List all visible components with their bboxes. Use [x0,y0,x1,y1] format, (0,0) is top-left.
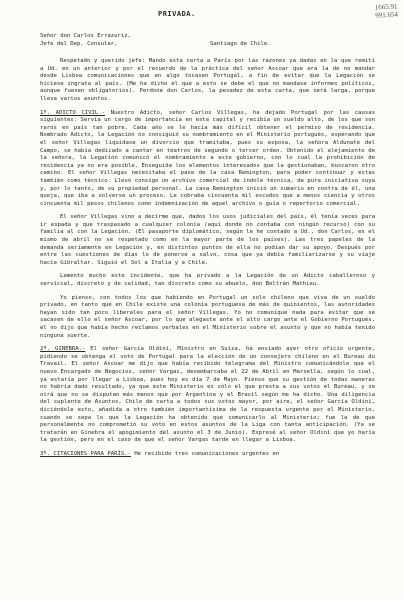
section-3-heading: 3º. CITACIONES PARA PARÍS.- [40,450,131,457]
section-1-p4: Yo pienso, con todos los que habiendo en Portugal un solo chileno que viva de un sueldo privado, en tanto que en Chile existe una colonia portuguesa de más de quinientos, las autoridades hayan sido tan poco liberales para el señor Villegas. Yo no comunique nada para evitar que se sacasen de ello el señor Ascoar, por lo que alegaste ante el alto cargo ante el Gobierno Portugués, el no dijo que había hecho reclamos verbales en el Ministerio sobre el asunto y que no había tenido ninguna suerte. [40,294,375,339]
section-3-p1 [40,451,375,459]
section-1-p1 [40,110,375,209]
section-1-p3: Lamento mucho este incidente, que ha privado a la Legación de un Adicto caballeroso y servicial, discreto y de calidad, tan discreto como su abuelo, don Beltrán Mathieu. [40,273,375,288]
section-1-p2: El señor Villegas vino a decirme que, dados los usos judiciales del país, él tenía veces para ir espada y que traspasado a cualquier colonia (aquí donde no contaba con ningún recurso) con su familia al con la Legación. (El pasaporte diplomático, según le he contado a Ud., don Carlos, es el mismo de abril no se respetado como en la mayor parte de los países). Las tres papeles de la demanda seriamente en Legación y, en distintos puntos de ella no podían dar su apoyo. Después por entre las cuestiones de días lo de ponerse a salvo, cosa que ya debía familiarizarse y su viaje hacia Gibraltar. Siguió el Sol a Italia y a Chile. [40,214,375,266]
section-1-text-1: Nuestro Adicto, señor Carlos Villegas, ha dejado Portugal por las causas siguientes: Servía un cargo de importancia en esta capital y recibía un sueldo alto, de los que son raros en país tan pobre. Cada año se le hacía más difícil obtener el permiso de residencia. Nombrado Adicto, la Legación no consiguió su nombramiento en el Ministerio portugués, esperando que el señor Villegas liquidase un divorcio que tramitaba, pues su esposa, la señora Aldunate del Campo, se había dedicado a cantar en teatros de segundo o tercer orden. Obtenido el alejamiento de la señora, la Legación comunicó el nombramiento a este gobierno, con lo cual la prohibición de residencia ya no era posible. Enseguida los elementos interesados que la gestionaban, buscaron otro camino. El señor Villegas necesitaba el pase de la casa Remington, para poder continuar y estas también como técnico. Llevó consigo un archivo comercial de índole técnica, de pura iniciativa suya y, por lo tanto, de su propiedad personal. La casa Remington inició un sumario en contra de él, una queja, que iba a volverse un proceso. Le cobraba cincuenta mil escudos que a menos ciencia y otros cincuenta mil pesos chilenos como indemnización de aquel archivo o guía o repertorio comercial. [40,109,375,207]
section-1-heading: 1º. ADICTO CIVIL.- [40,109,106,116]
addressee-city: Santiago de Chile. [210,41,271,47]
stamp-line-2: 991.654 [375,10,399,20]
document-title: PRIVADA. [158,10,196,18]
section-2-text-1: El señor García Oldini, Ministro en Suiza, ha enviado ayer otro oficio urgente, pidiendo se obtenga el voto de Portugal para la elección de un consejero chileno en el Bureau du Travail. El señor Ascoar me dijo que había recibido telegrama del Ministro comunicándole que el nuevo Encargado de Negocios, señor Vargas, desembarcaba el 22 de Abril en Marsella, según lo cual, ya estaría por llegar a Lisboa, pues hoy es día 7 de Mayo. Pienso que su gestión de todas maneras no habría dado resultado, ya que este Ministerio es sólo el que presta a sus votos el Bureau, y se oirá que no se disputan más menos que por Argentina y el Brasil según me ha dicho. Una diligencia del suplente de Asuntos, Chile de carta a todos sus votos mayor, por aire, el señor García Oldini, diciéndole esto, añadida a otro también importantísima de la respuesta urgente por el Ministerio, cuando se sepa lo que la Legación ha obtenido que comunicarlo al Ministerio; fue la de que personalmente no comprometió su voto en estos asuntos de la Liga con tanta anticipación. (Ya se tratarán en Ginebra el apogimiento del asunto el 3 de Junio). Expresé al señor Oldini que yo haría la gestión, pero en el caso de que el señor Vargas tarde en llegar a Lisboa. [40,346,376,444]
stamp-line-1: 1665.91 [374,2,398,12]
addressee-name: Señor don Carlos Errazuriz, [40,33,131,39]
letter-body [40,58,375,465]
section-2-p1 [40,346,375,445]
addressee-block [40,32,271,48]
archive-stamp [375,2,399,19]
addressee-position: Jefe del Dep. Consular, [40,41,118,47]
greeting-paragraph: Respetado y querido jefe: Mando esta carta a París por las razones ya dadas en la que remití a Ud. en un anterior y por el recuerdo de la práctica del señor Ascoar que era la de no mandar desde Lisboa comunicaciones que en algo tocasen Portugal, a fin de evitar que la Legación se hiciese ingrata al país. (Me ha dicho el que a esto se debe el que no mandase informes políticos, aunque fuesen obligatorios). Perdone don Carlos, la pesadez de esta carta, que será larga, porque lleva varios asuntos. [40,58,375,102]
section-3-text-1: He recibido tres comunicaciones urgentes en [134,450,280,457]
section-2-heading: 2º. GINEBRA.- [40,346,86,353]
